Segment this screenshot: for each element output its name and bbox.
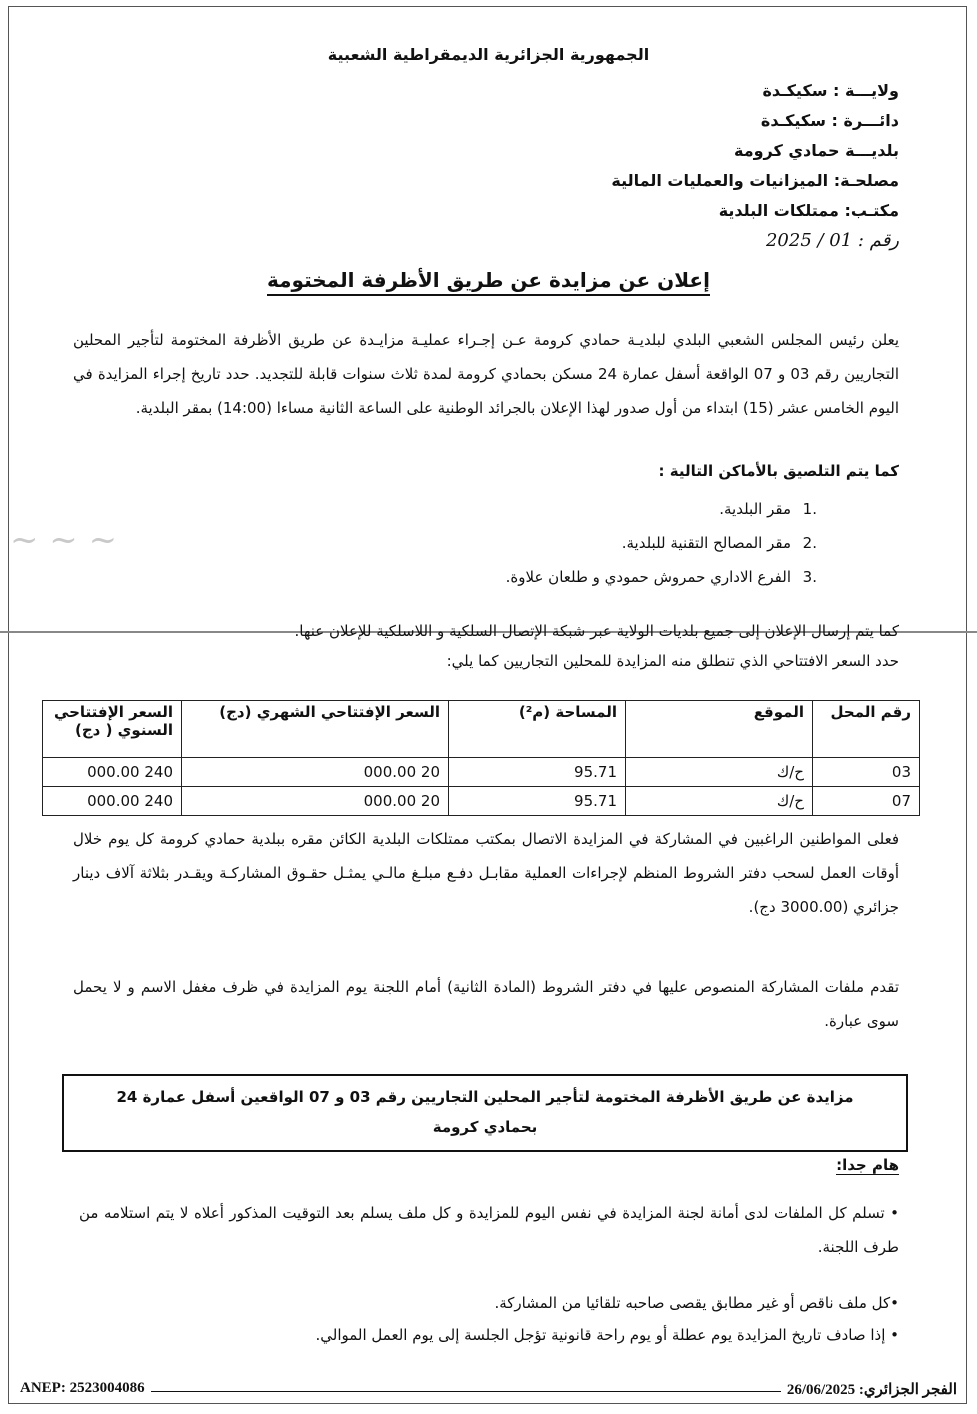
footer — [20, 1380, 957, 1404]
daira-line: دائـــرة : سكيكـدة — [760, 111, 899, 130]
broadcast-and-price-intro — [79, 616, 899, 676]
cell-shop-no: 07 — [813, 787, 920, 816]
document-title — [0, 268, 977, 292]
list-item — [317, 492, 817, 526]
list-item — [317, 560, 817, 594]
files-paragraph: تقدم ملفات المشاركة المنصوص عليها في دفتر الشروط (المادة الثانية) أمام اللجنة يوم المزايدة في ظرف مغفل الاسم و لا يحمل سوى عبارة. — [73, 978, 899, 1030]
table-row — [43, 787, 920, 816]
cell-monthly: 20 000.00 — [182, 758, 449, 787]
cell-annual: 240 000.00 — [43, 787, 182, 816]
reference-number: رقم : 01 / 2025 — [765, 230, 899, 251]
list-item — [317, 526, 817, 560]
important-heading — [836, 1156, 899, 1174]
table-row — [43, 758, 920, 787]
intro-paragraph: يعلن رئيس المجلس الشعبي البلدي لبلديـة حمادي كرومة عـن إجـراء عمليـة مزايـدة عن طريق الأظرفة المختومة لتأجير المحلين التجاريين رقم 03 و 07 الواقعة أسفل عمارة 24 مسكن بحمادي كرومة لمدة ثلاث سنوات قابلة للتجديد. حدد تاريخ إجراء المزايدة في اليوم الخامس عشر (15) ابتداء من أول صدور لهذا الإعلان بالجرائد الوطنية على الساعة الثانية مساءا (14:00) بمقر البلدية. — [73, 331, 899, 417]
faded-stamp-mark: ~ ~ ~ — [10, 520, 118, 560]
baladiya-line: بلديـــة حمادي كرومة — [734, 141, 899, 160]
important-note-2: •كل ملف ناقص أو غير مطابق يقصى صاحبه تلقائيا من المشاركة. — [494, 1294, 899, 1312]
list-item-number: .3 — [802, 568, 817, 586]
wilaya-line: ولايـــة : سكيكـدة — [762, 81, 899, 100]
envelope-label-box — [62, 1074, 908, 1152]
anep-number: ANEP: 2523004086 — [20, 1380, 151, 1397]
list-item-number: .1 — [802, 500, 817, 518]
cell-shop-no: 03 — [813, 758, 920, 787]
list-item-label: الفرع الاداري حمروش حمودي و طلعان علاوة. — [505, 568, 791, 586]
table-header-row — [43, 701, 920, 758]
office-line: مكتـب: ممتلكات البلدية — [718, 201, 899, 220]
service-line: مصلحـة: الميزانيات والعمليات المالية — [611, 171, 899, 190]
col-area: المساحة (م²) — [449, 701, 626, 758]
list-item-label: مقر البلدية. — [719, 500, 791, 518]
list-item-label: مقر المصالح التقنية للبلدية. — [621, 534, 791, 552]
important-label: هام جدا: — [836, 1156, 899, 1174]
cell-location: ح/ك — [626, 787, 813, 816]
cell-annual: 240 000.00 — [43, 758, 182, 787]
pricing-table — [42, 700, 920, 816]
col-shop-no: رقم المحل — [813, 701, 920, 758]
participants-paragraph: فعلى المواطنين الراغبين في المشاركة في المزايدة الاتصال بمكتب ممتلكات البلدية الكائن مقره ببلدية حمادي كرومة كل يوم خلال أوقات العمل لسحب دفتر الشروط المنظم لإجراءات العملية مقابـل دفـع مبلـغ مالـي يمثـل حقـوق المشاركـة ويقـدر بثلاثة آلاف دينار جزائري (3000.00 دج). — [73, 830, 899, 916]
col-monthly: السعر الإفتتاحي الشهري (دج) — [182, 701, 449, 758]
envelope-label-line1: مزايدة عن طريق الأظرفة المختومة لتأجير المحلين التجاريين رقم 03 و 07 الواقعين أسفل عمارة 24 — [116, 1088, 854, 1106]
posting-intro: كما يتم التلصيق بالأماكن التالية : — [658, 462, 899, 480]
list-item-number: .2 — [802, 534, 817, 552]
col-annual: السعر الإفتتاحي السنوي ( دج) — [43, 701, 182, 758]
price-intro-text: حدد السعر الافتتاحي الذي تنطلق منه المزايدة للمحلين التجاريين كما يلي: — [446, 652, 899, 670]
col-location: الموقع — [626, 701, 813, 758]
broadcast-text: كما يتم إرسال الإعلان إلى جميع بلديات الولاية عبر شبكة الإتصال السلكية و اللاسلكية للإعلان عنها. — [294, 622, 899, 640]
newspaper-date: الفجر الجزائري: 26/06/2025 — [781, 1380, 957, 1399]
posting-locations-list — [317, 492, 817, 594]
important-note-1: • تسلم كل الملفات لدى أمانة لجنة المزايدة في نفس اليوم للمزايدة و كل ملف يسلم بعد التوقيت المذكور أعلاه لا يتم استلامه من طرف اللجنة. — [79, 1204, 899, 1256]
cell-area: 95.71 — [449, 758, 626, 787]
cell-monthly: 20 000.00 — [182, 787, 449, 816]
cell-location: ح/ك — [626, 758, 813, 787]
important-note-3: • إذا صادف تاريخ المزايدة يوم عطلة أو يوم راحة قانونية تؤجل الجلسة إلى يوم العمل الموالي. — [315, 1326, 899, 1344]
issuer-block — [499, 76, 899, 256]
envelope-label-line2: بحمادي كرومة — [432, 1118, 538, 1136]
document-title-text: إعلان عن مزايدة عن طريق الأظرفة المختومة — [267, 268, 710, 296]
republic-header: الجمهورية الجزائرية الديمقراطية الشعبية — [327, 45, 650, 64]
cell-area: 95.71 — [449, 787, 626, 816]
